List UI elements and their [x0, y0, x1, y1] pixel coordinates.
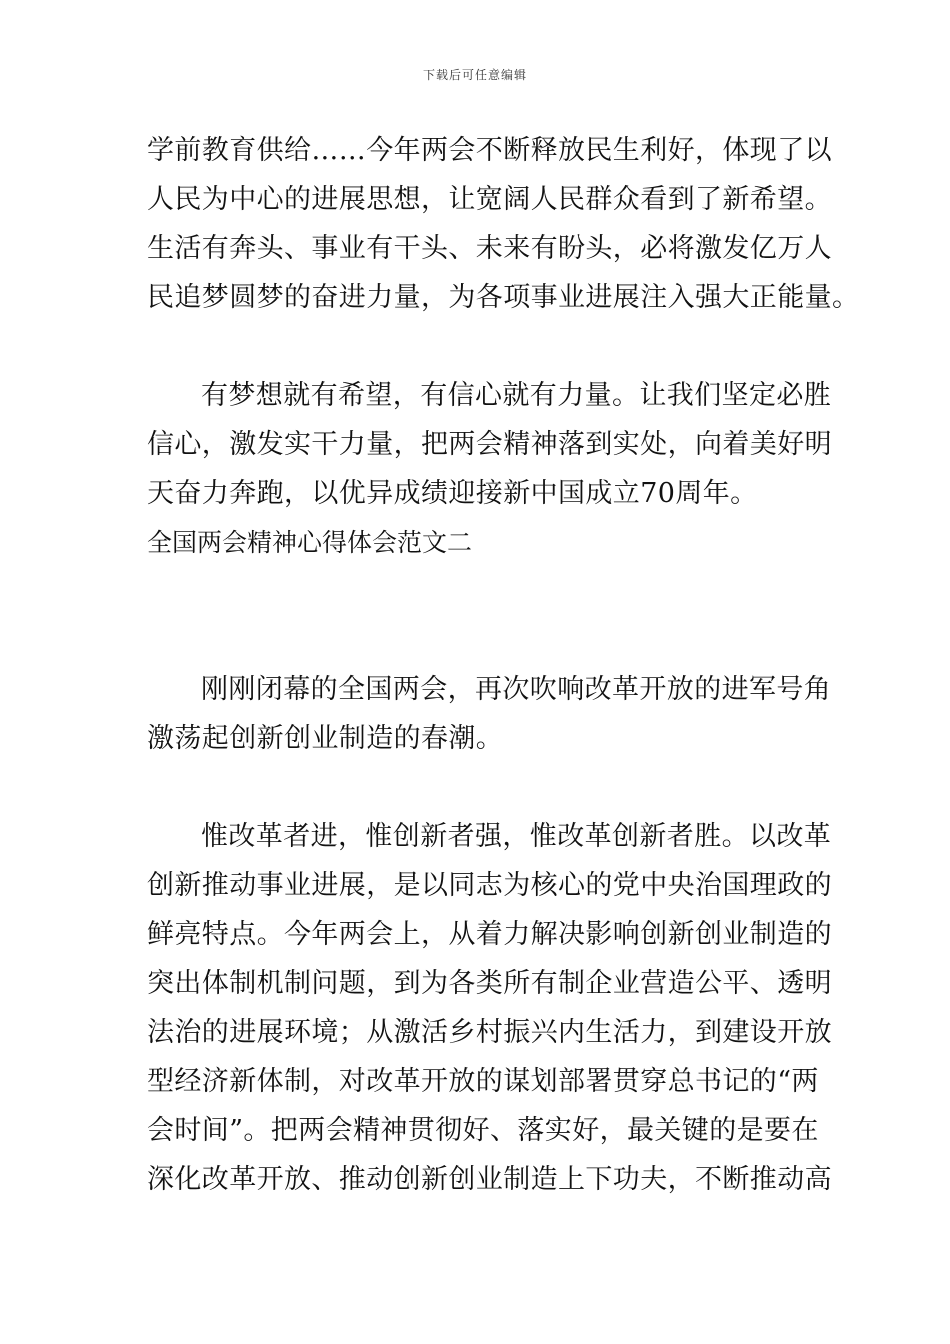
paragraph-spacer: [147, 567, 807, 665]
paragraph-3: [147, 665, 832, 763]
paragraph-line: 人民为中心的进展思想，让宽阔人民群众看到了新希望。: [147, 184, 832, 215]
section-heading: 全国两会精神心得体会范文二: [147, 528, 473, 557]
paragraph-line: 有梦想就有希望，有信心就有力量。让我们坚定必胜: [201, 380, 832, 411]
paragraph-line: 民追梦圆梦的奋进力量，为各项事业进展注入强大正能量。: [147, 282, 860, 313]
paragraph-line: 型经济新体制，对改革开放的谋划部署贯穿总书记的“两: [147, 1066, 819, 1097]
paragraph-line: 刚刚闭幕的全国两会，再次吹响改革开放的进军号角: [201, 674, 832, 705]
paragraph-line: 惟改革者进，惟创新者强，惟改革创新者胜。以改革: [201, 821, 832, 852]
paragraph-line: 法治的进展环境；从激活乡村振兴内生活力，到建设开放: [147, 1017, 832, 1048]
paragraph-spacer: [147, 763, 807, 812]
paragraph-line: 学前教育供给……今年两会不断释放民生利好，体现了以: [147, 135, 832, 166]
paragraph-line: 激荡起创新创业制造的春潮。: [147, 723, 504, 754]
paragraph-line: 突出体制机制问题，到为各类所有制企业营造公平、透明: [147, 968, 832, 999]
paragraph-2: [147, 371, 832, 518]
paragraph-line: 天奋力奔跑，以优异成绩迎接新中国成立70周年。: [147, 478, 758, 509]
paragraph-line: 生活有奔头、事业有干头、未来有盼头，必将激发亿万人: [147, 233, 832, 264]
paragraph-1: [147, 126, 860, 322]
paragraph-line: 信心，激发实干力量，把两会精神落到实处，向着美好明: [147, 429, 832, 460]
paragraph-spacer: [147, 322, 807, 371]
document-body: [147, 126, 860, 1204]
paragraph-line: 鲜亮特点。今年两会上，从着力解决影响创新创业制造的: [147, 919, 832, 950]
paragraph-line: 深化改革开放、推动创新创业制造上下功夫，不断推动高: [147, 1164, 832, 1195]
header-note: 下载后可任意编辑: [422, 68, 527, 82]
paragraph-line: 创新推动事业进展，是以同志为核心的党中央治国理政的: [147, 870, 832, 901]
paragraph-line: 会时间”。把两会精神贯彻好、落实好，最关键的是要在: [147, 1115, 819, 1146]
paragraph-4: [147, 812, 832, 1204]
